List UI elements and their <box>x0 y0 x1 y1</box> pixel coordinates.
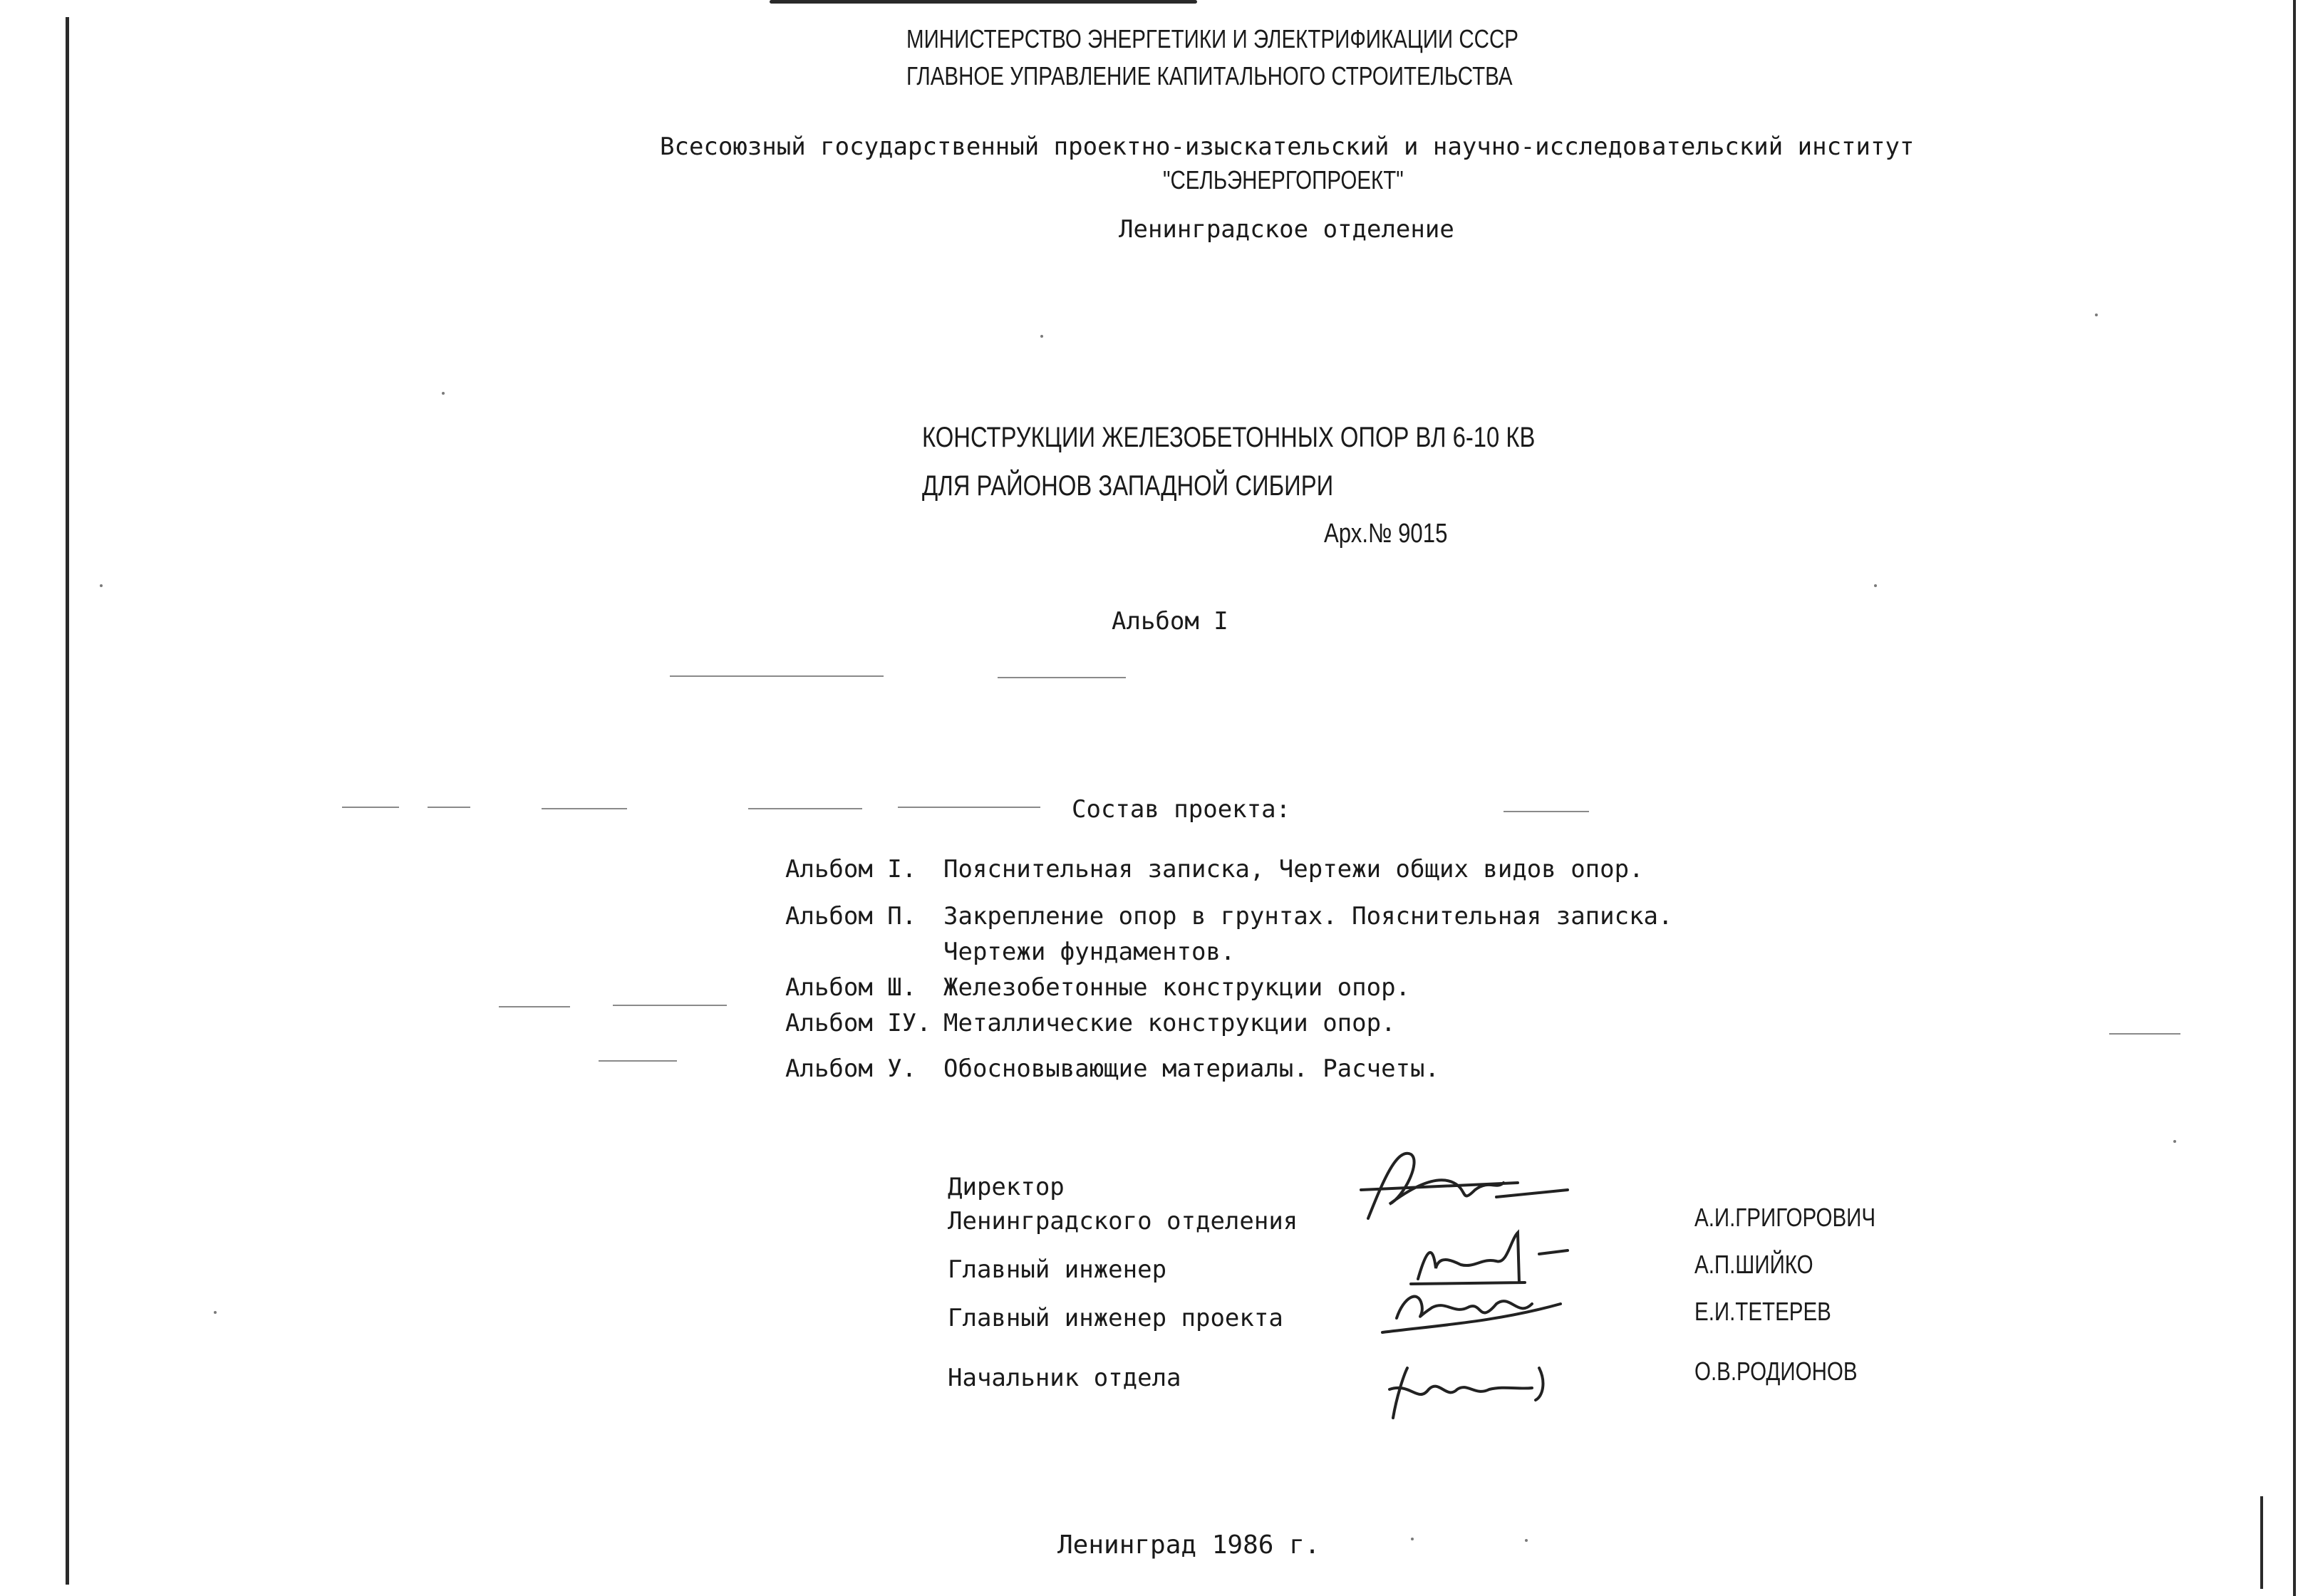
scan-mark <box>898 807 1040 808</box>
signature-director <box>1354 1140 1596 1233</box>
scan-mark <box>499 1006 570 1007</box>
scan-mark <box>998 677 1126 678</box>
signatory-name: А.И.ГРИГОРОВИЧ <box>1694 1203 1876 1232</box>
album-description: Закрепление опор в грунтах. Пояснительная записка. <box>943 902 1673 931</box>
ministry-name: МИНИСТЕРСТВО ЭНЕРГЕТИКИ И ЭЛЕКТРИФИКАЦИИ СССР <box>906 24 1518 53</box>
signatory-name: А.П.ШИЙКО <box>1694 1250 1813 1279</box>
scan-mark <box>542 808 627 809</box>
institute-full-name: Всесоюзный государственный проектно-изыскательский и научно-исследовательский институт <box>660 133 1915 161</box>
branch-name: Ленинградское отделение <box>1119 215 1454 244</box>
scan-mark <box>1504 811 1589 812</box>
page-border-top <box>770 0 1197 4</box>
institute-short-name: "СЕЛЬЭНЕРГОПРОЕКТ" <box>1163 165 1404 195</box>
scan-mark <box>2109 1033 2180 1035</box>
signatory-title: Главный инженер <box>948 1255 1167 1284</box>
album-label: Альбом П. <box>785 902 917 931</box>
document-title-line1: КОНСТРУКЦИИ ЖЕЛЕЗОБЕТОННЫХ ОПОР ВЛ 6-10 КВ <box>922 422 1536 453</box>
scan-mark <box>342 807 399 808</box>
signatory-title: Директор <box>948 1173 1065 1201</box>
scan-speck <box>100 584 103 587</box>
scan-mark <box>428 807 470 808</box>
scan-speck <box>1040 335 1043 338</box>
scan-mark <box>613 1005 727 1006</box>
page-border-right <box>2293 0 2296 1596</box>
signature-department-head <box>1354 1347 1582 1425</box>
signatory-name: О.В.РОДИОНОВ <box>1694 1357 1858 1386</box>
scan-speck <box>1411 1538 1414 1540</box>
scan-mark <box>748 808 862 809</box>
scan-speck <box>1874 584 1877 587</box>
album-label: Альбом IУ. <box>785 1009 931 1037</box>
scan-speck <box>1525 1539 1528 1542</box>
album-number: Альбом I <box>1112 607 1228 636</box>
signatory-title: Главный инженер проекта <box>948 1304 1283 1332</box>
scan-speck <box>2095 314 2098 316</box>
album-label: Альбом У. <box>785 1054 917 1083</box>
album-description: Чертежи фундаментов. <box>943 938 1236 966</box>
signatory-title-continued: Ленинградского отделения <box>948 1207 1298 1235</box>
directorate-name: ГЛАВНОЕ УПРАВЛЕНИЕ КАПИТАЛЬНОГО СТРОИТЕЛЬСТВА <box>906 61 1513 90</box>
album-description: Пояснительная записка, Чертежи общих видов опор. <box>943 855 1644 884</box>
signature-chief-project-engineer <box>1354 1275 1596 1347</box>
album-label: Альбом Ш. <box>785 973 917 1002</box>
scan-mark <box>599 1060 677 1062</box>
album-description: Железобетонные конструкции опор. <box>943 973 1411 1002</box>
page-border-left <box>66 17 69 1585</box>
signatory-title: Начальник отдела <box>948 1364 1181 1392</box>
album-description: Металлические конструкции опор. <box>943 1009 1396 1037</box>
album-description: Обосновывающие материалы. Расчеты. <box>943 1054 1439 1083</box>
document-title-line2: ДЛЯ РАЙОНОВ ЗАПАДНОЙ СИБИРИ <box>922 470 1334 502</box>
scan-speck <box>214 1311 217 1314</box>
archive-number: Арх.№ 9015 <box>1324 519 1448 549</box>
scan-speck <box>2173 1140 2176 1143</box>
composition-heading: Состав проекта: <box>1072 795 1291 824</box>
page-border-right-inner <box>2260 1496 2263 1589</box>
album-label: Альбом I. <box>785 855 917 884</box>
signatory-name: Е.И.ТЕТЕРЕВ <box>1694 1297 1831 1326</box>
place-and-year: Ленинград 1986 г. <box>1057 1530 1320 1560</box>
scan-speck <box>442 392 445 395</box>
scan-mark <box>670 675 884 677</box>
